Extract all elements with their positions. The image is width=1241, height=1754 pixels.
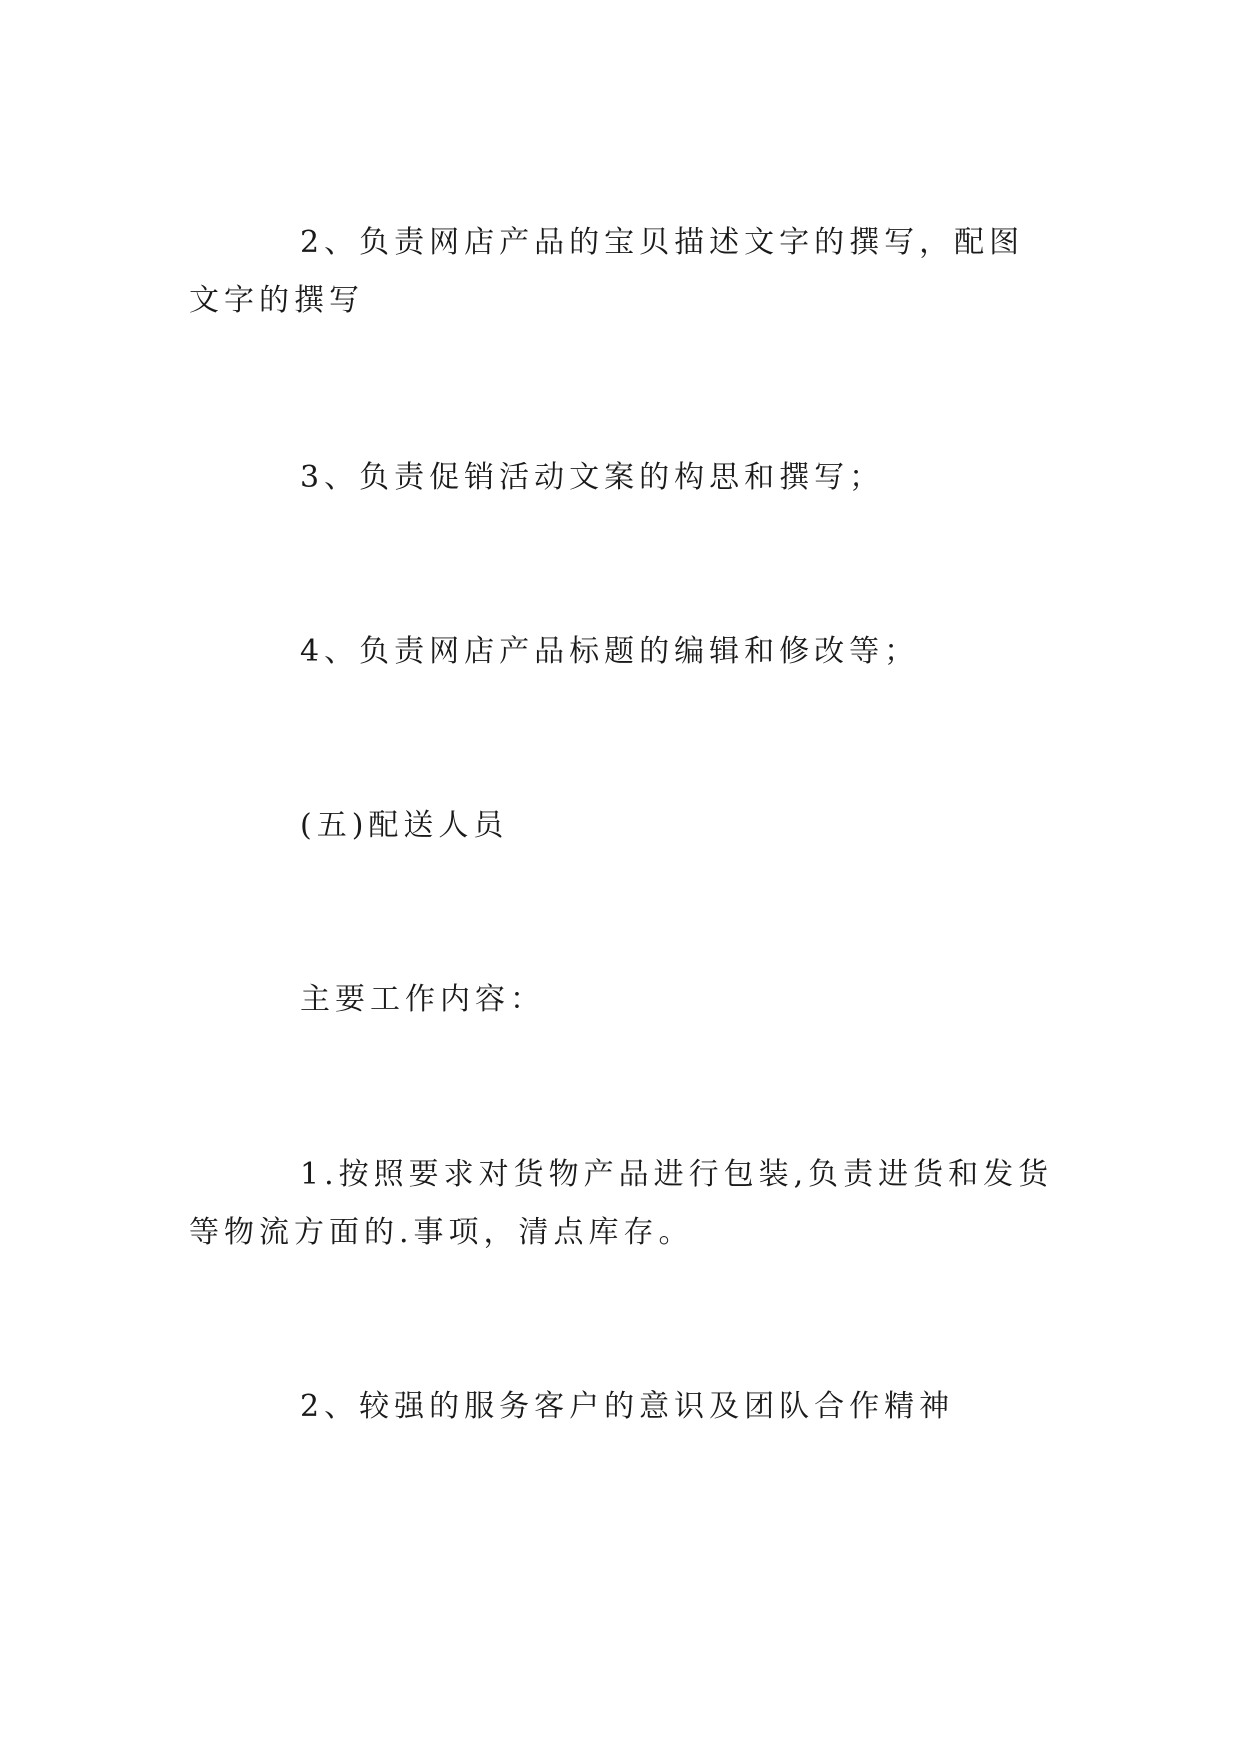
paragraph-item-3-promotion-copy: 3、负责促销活动文案的构思和撰写； bbox=[300, 460, 885, 495]
paragraph-item-2-description-writing: 2、负责网店产品的宝贝描述文字的撰写，配图文字的撰写 bbox=[189, 225, 1025, 318]
paragraph-item-2-service-teamwork: 2、较强的服务客户的意识及团队合作精神 bbox=[300, 1389, 955, 1424]
paragraph-item-4-title-editing: 4、负责网店产品标题的编辑和修改等； bbox=[300, 634, 920, 669]
section-heading-delivery-staff: (五)配送人员 bbox=[300, 808, 509, 843]
subheading-main-duties: 主要工作内容： bbox=[300, 982, 545, 1017]
paragraph-item-1-packaging: 1.按照要求对货物产品进行包装,负责进货和发货等物流方面的.事项，清点库存。 bbox=[189, 1157, 1054, 1250]
